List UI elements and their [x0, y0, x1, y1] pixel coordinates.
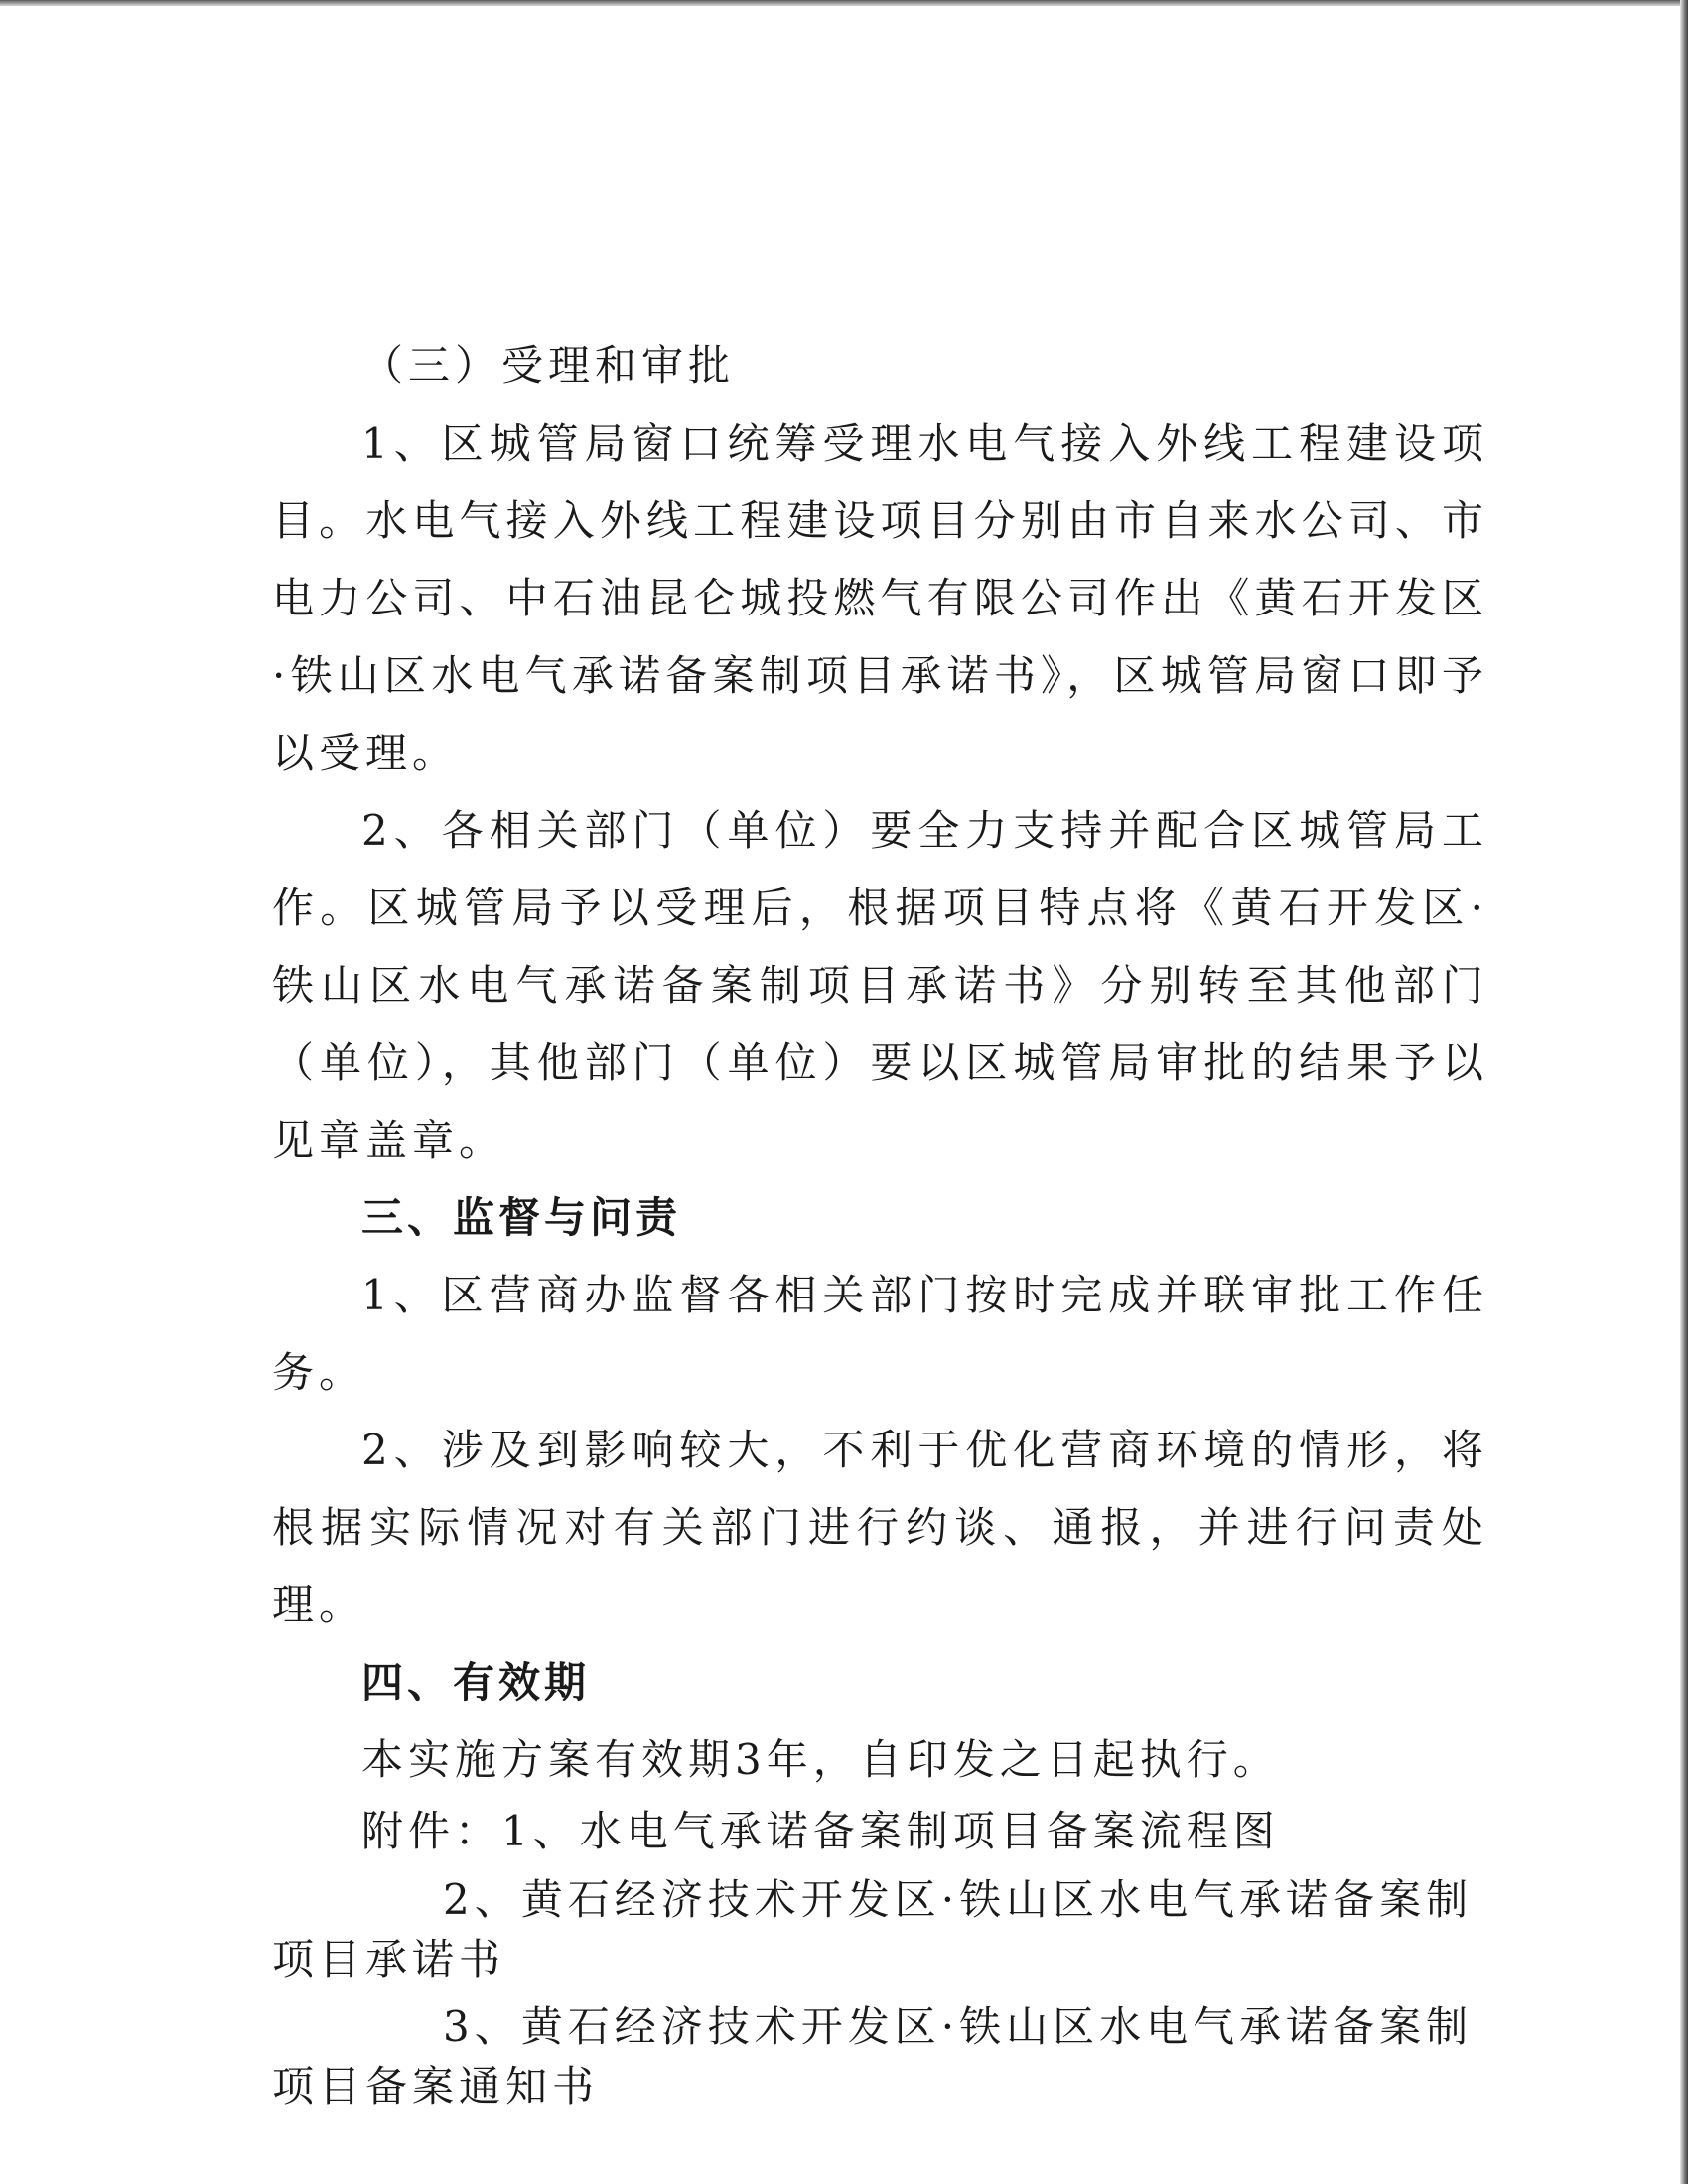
paragraph-supervision-1: 1、区营商办监督各相关部门按时完成并联审批工作任务。	[272, 1271, 1488, 1397]
attachment-2: 2、黄石经济技术开发区·铁山区水电气承诺备案制项目承诺书	[272, 1875, 1474, 1983]
paragraph-approval-1: 1、区城管局窗口统筹受理水电气接入外线工程建设项目。水电气接入外线工程建设项目分别由市自来水公司、市电力公司、中石油昆仑城投燃气有限公司作出《黄石开发区·铁山区水电气承诺备案制项目承诺书》，区城管局窗口即予以受理。	[272, 419, 1488, 777]
attachment-3: 3、黄石经济技术开发区·铁山区水电气承诺备案制项目备案通知书	[272, 2002, 1474, 2111]
heading-supervision: 三、监督与问责	[361, 1193, 682, 1242]
validity-text: 本实施方案有效期3年，自印发之日起执行。	[361, 1735, 1280, 1784]
document-body	[272, 328, 1488, 2116]
attachment-1: 附件：1、水电气承诺备案制项目备案流程图	[361, 1807, 1280, 1855]
heading-validity: 四、有效期	[361, 1658, 591, 1706]
paragraph-supervision-2: 2、涉及到影响较大，不利于优化营商环境的情形，将根据实际情况对有关部门进行约谈、通报，并进行问责处理。	[272, 1426, 1488, 1629]
scan-edge-top	[0, 0, 1688, 6]
scan-edge-right	[1680, 0, 1688, 2184]
section-subheading: （三）受理和审批	[361, 341, 736, 390]
paragraph-approval-2: 2、各相关部门（单位）要全力支持并配合区城管局工作。区城管局予以受理后，根据项目特点将《黄石开发区·铁山区水电气承诺备案制项目承诺书》分别转至其他部门（单位），其他部门（单位）要以区城管局审批的结果予以见章盖章。	[272, 806, 1488, 1164]
